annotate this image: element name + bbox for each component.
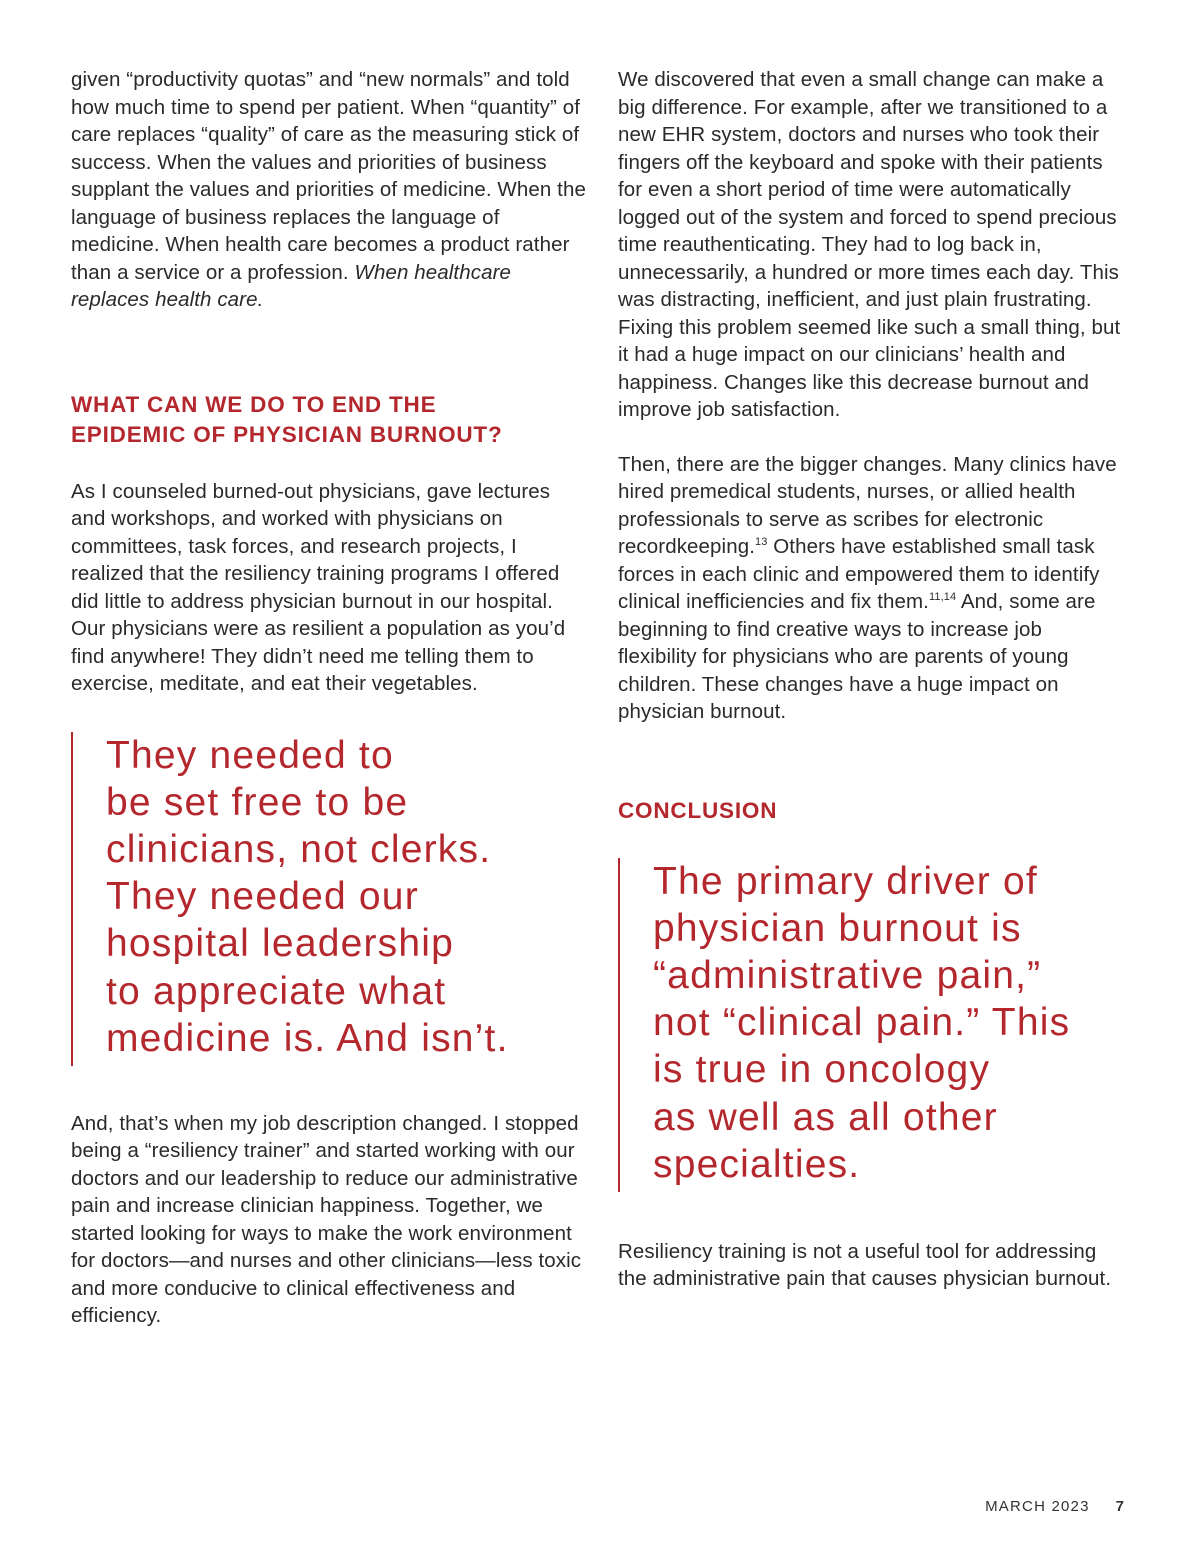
pull-quote-line: They needed to (106, 733, 394, 777)
pull-quote-line: clinicians, not clerks. (106, 827, 492, 871)
left-paragraph-1 (71, 66, 586, 314)
right-paragraph-3: Resiliency training is not a useful tool for addressing the administrative pain that causes physician burnout. (618, 1239, 1112, 1291)
page-footer (985, 1498, 1124, 1515)
pull-quote-line: medicine is. And isn’t. (106, 1016, 509, 1060)
page-number: 7 (1115, 1498, 1124, 1515)
pull-quote-line: specialties. (653, 1142, 861, 1186)
left-paragraph-1-italic: When healthcare replaces health care. (71, 260, 511, 311)
citation-reference: 11,14 (928, 591, 957, 604)
section-heading-end-burnout (71, 390, 586, 450)
pull-quote-line: The primary driver of (653, 859, 1038, 903)
pull-quote-line: physician burnout is (653, 906, 1022, 950)
right-paragraph-2 (618, 451, 1123, 726)
pull-quote-administrative-pain (618, 858, 1123, 1192)
pull-quote-line: hospital leadership (106, 922, 455, 966)
section-heading-line-2: EPIDEMIC OF PHYSICIAN BURNOUT? (71, 421, 503, 447)
section-heading-line-1: WHAT CAN WE DO TO END THE (71, 391, 437, 417)
right-paragraph-1: We discovered that even a small change can make a big difference. For example, after we transitioned to a new EHR system, doctors and nurses who took their fingers off the keyboard and spoke with their patients for even a short period of time were automatically logged out of the system and forced to spend precious time reauthenticating. They had to log back in, unnecessarily, a hundred or more times each day. This was distracting, inefficient, and just plain frustrating. Fixing this problem seemed like such a small thing, but it had a huge impact on our clinicians’ health and happiness. Changes like this decrease burnout and improve job satisfaction. (618, 68, 1121, 421)
pull-quote-line: “administrative pain,” (653, 953, 1042, 997)
pull-quote-line: to appreciate what (106, 969, 447, 1013)
section-heading-conclusion: CONCLUSION (618, 797, 778, 823)
pull-quote-clinicians (71, 732, 586, 1066)
issue-date: MARCH 2023 (985, 1498, 1090, 1515)
left-column (71, 66, 586, 1330)
left-paragraph-2: As I counseled burned-out physicians, gave lectures and workshops, and worked with physicians on committees, task forces, and research projects, I realized that the resiliency training programs I offered did little to address physician burnout in our hospital. Our physicians were as resilient a population as you’d find anywhere! They didn’t need me telling them to exercise, meditate, and eat their vegetables. (71, 479, 566, 695)
citation-reference: 13 (755, 536, 768, 549)
right-paragraph-2-part-c: And, some are beginning to find creative ways to increase job flexibility for physicians who are parents of young children. These changes have a huge impact on physician burnout. (618, 590, 1096, 723)
pull-quote-line: not “clinical pain.” This (653, 1001, 1071, 1045)
right-paragraph-2-part-b: Others have established small task forces in each clinic and empowered them to identify clinical inefficiencies and fix them. (618, 535, 1100, 613)
pull-quote-line: as well as all other (653, 1095, 998, 1139)
pull-quote-line: They needed our (106, 875, 419, 919)
right-column (618, 66, 1123, 1293)
right-paragraph-2-part-a: Then, there are the bigger changes. Many clinics have hired premedical students, nurses, or allied health professionals to serve as scribes for electronic recordkeeping. (618, 452, 1117, 558)
pull-quote-line: be set free to be (106, 780, 409, 824)
left-paragraph-3: And, that’s when my job description changed. I stopped being a “resiliency trainer” and started working with our doctors and our leadership to reduce our administrative pain and increase clinician happiness. Together, we started looking for ways to make the work environment for doctors—and nurses and other clinicians—less toxic and more conducive to clinical effectiveness and efficiency. (71, 1111, 582, 1328)
left-paragraph-1-text: given “productivity quotas” and “new normals” and told how much time to spend per patient. When “quantity” of care replaces “quality” of care as the measuring stick of success. When the values and priorities of business supplant the values and priorities of medicine. When the language of business replaces the language of medicine. When health care becomes a product rather than a service or a profession. (71, 68, 586, 284)
pull-quote-line: is true in oncology (653, 1048, 991, 1092)
